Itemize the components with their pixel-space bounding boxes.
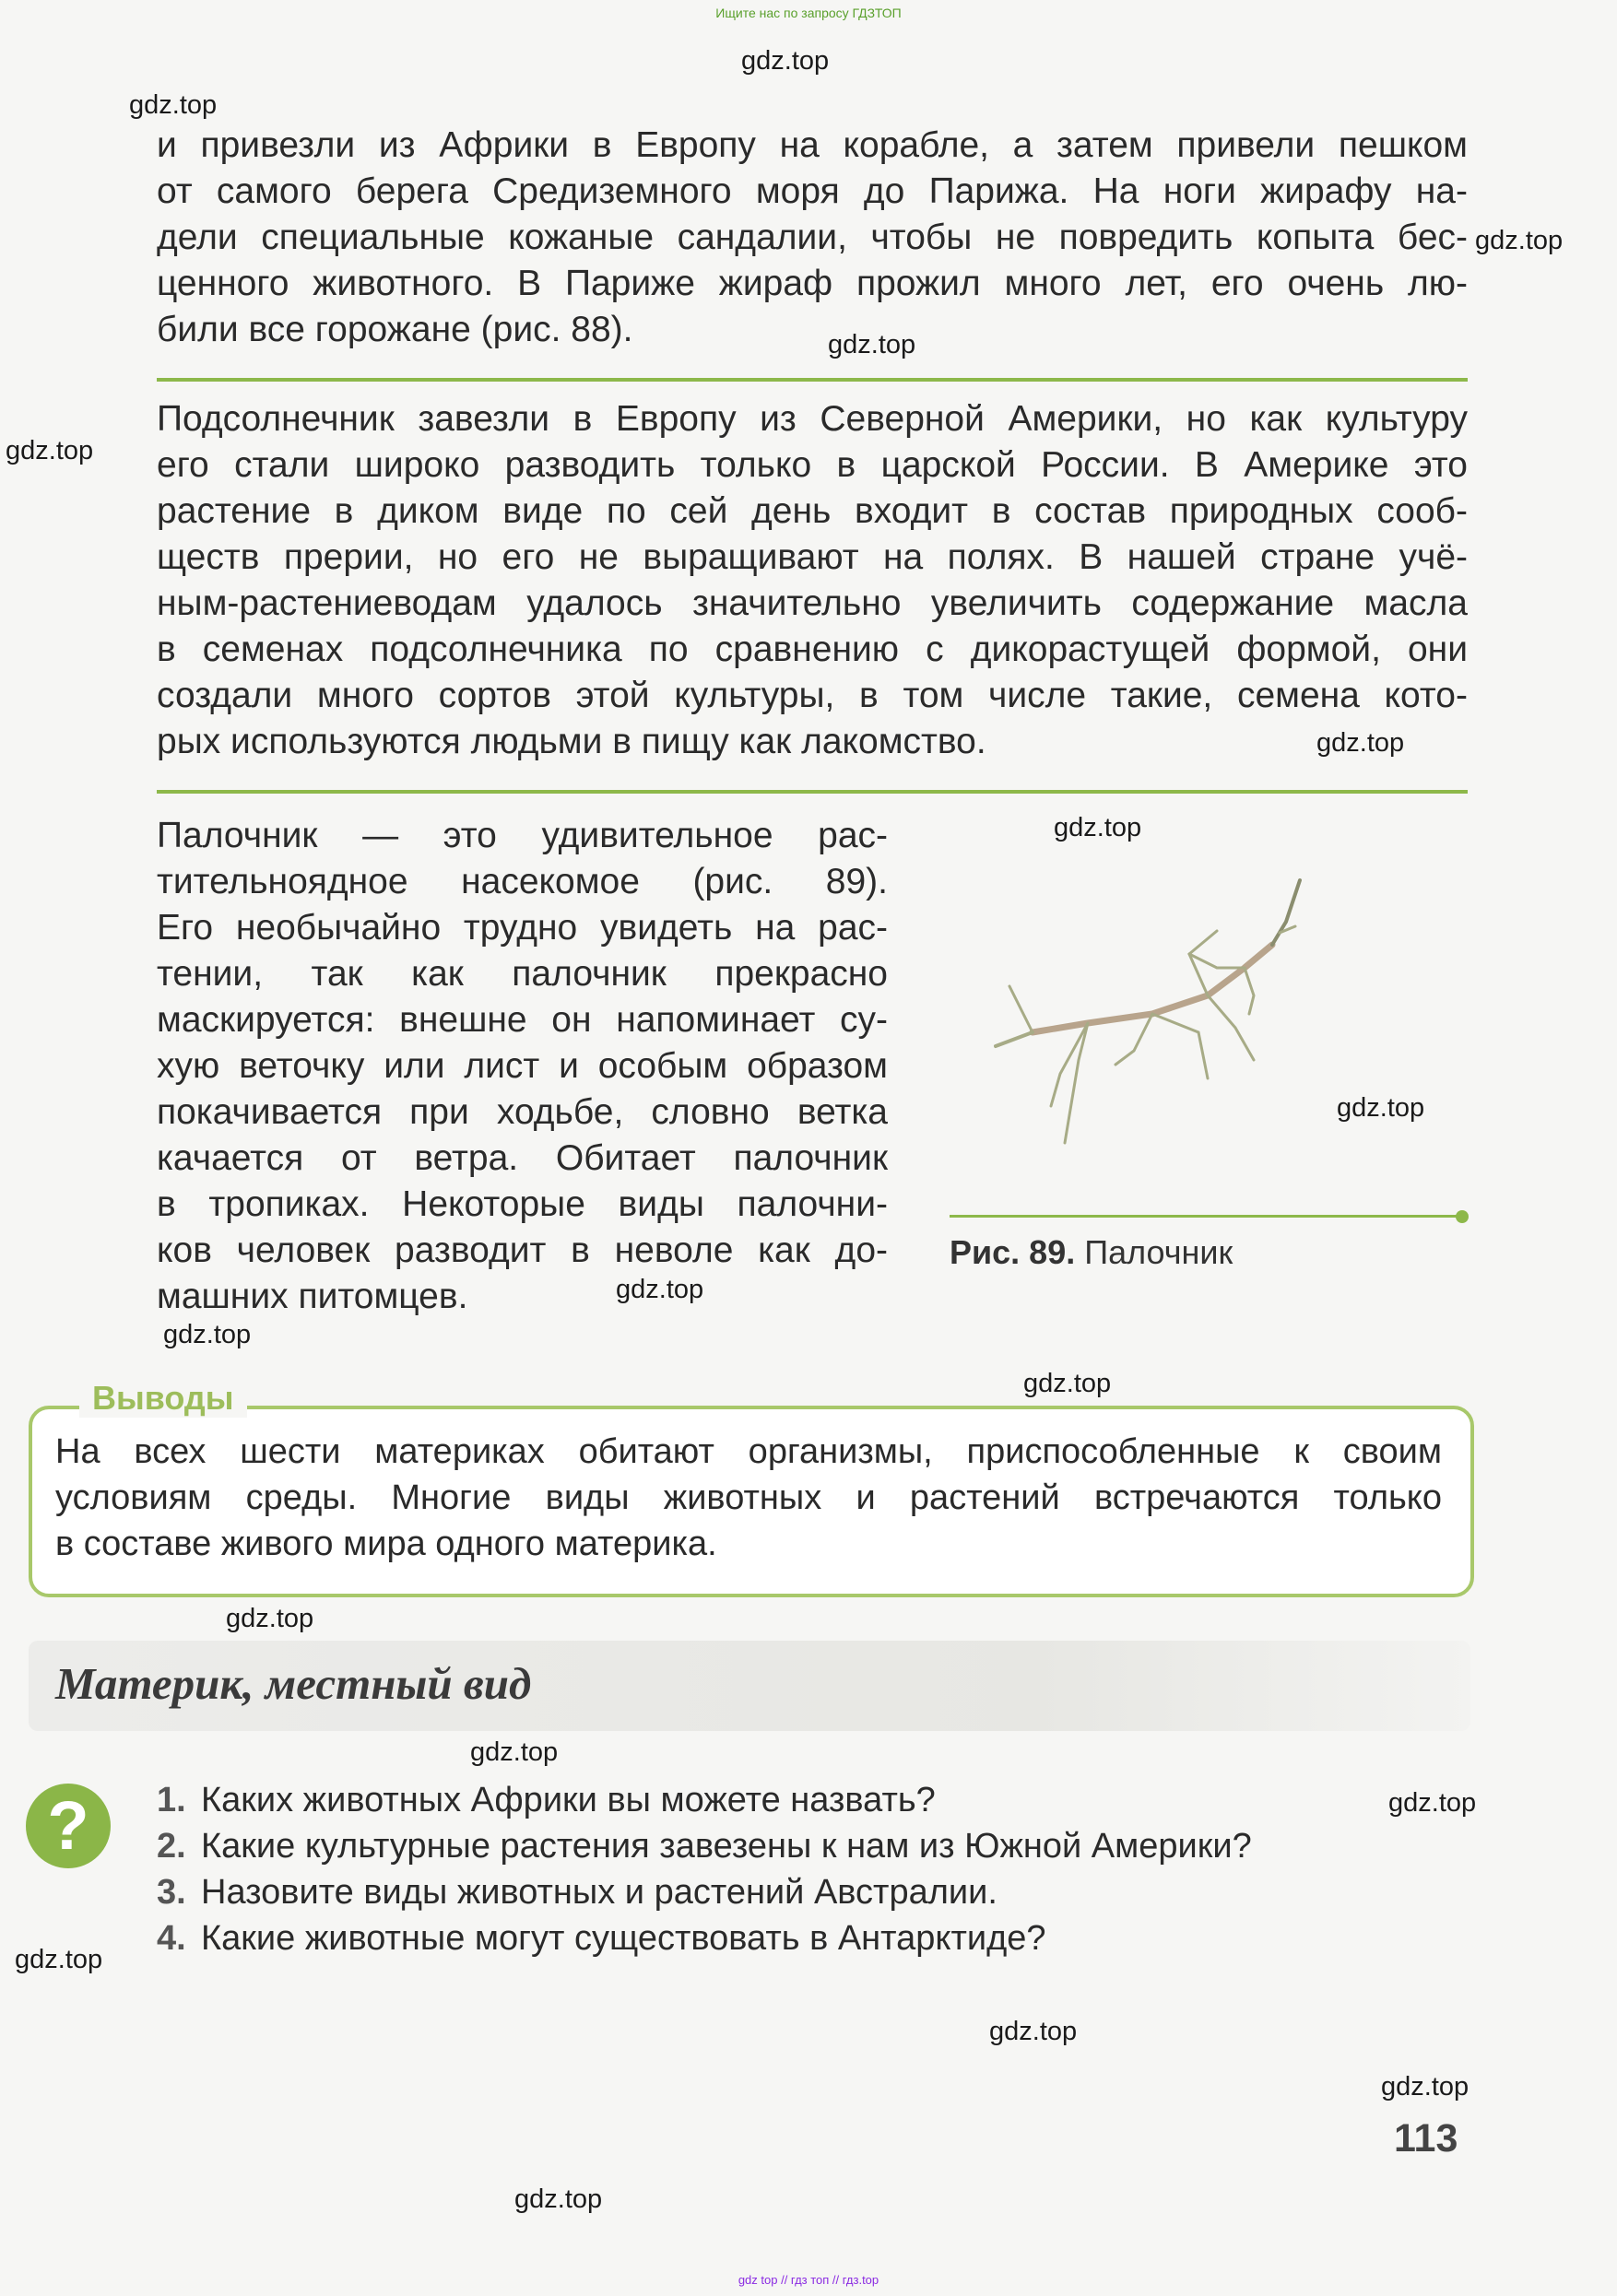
text-line: и привезли из Африки в Европу на корабле, а затем привели пешком — [157, 125, 1468, 165]
text-line: Палочник — это удивительное рас- — [157, 816, 888, 855]
watermark: gdz.top — [6, 436, 94, 465]
text-line: в тропиках. Некоторые виды палочни- — [157, 1184, 888, 1224]
text-line: его стали широко разводить только в царской России. В Америке это — [157, 445, 1468, 485]
text-line: ществ прерии, но его не выращивают на полях. В нашей стране учё- — [157, 537, 1468, 577]
question-item — [157, 1823, 1252, 1869]
text-line: в составе живого мира одного материка. — [55, 1525, 717, 1563]
conclusions-text — [55, 1429, 1442, 1567]
text-line: маскируется: внешне он напоминает су- — [157, 1000, 888, 1040]
key-terms: Материк, местный вид — [55, 1658, 532, 1709]
question-number: 2. — [157, 1827, 186, 1866]
page-number: 113 — [1394, 2116, 1458, 2161]
text-line: ков человек разводит в неволе как до- — [157, 1230, 888, 1270]
paragraph-stick-insect — [157, 813, 888, 1320]
text-line: Подсолнечник завезли в Европу из Северной Америки, но как культуру — [157, 399, 1468, 439]
stick-insect-illustration — [977, 876, 1364, 1152]
question-text: Назовите виды животных и растений Австралии. — [201, 1873, 997, 1912]
text-line: ценного животного. В Париже жираф прожил много лет, его очень лю- — [157, 264, 1468, 303]
text-line: условиям среды. Многие виды животных и растений встречаются только — [55, 1478, 1442, 1517]
question-number: 4. — [157, 1919, 186, 1958]
text-line: в семенах подсолнечника по сравнению с дикорастущей формой, они — [157, 630, 1468, 669]
watermark: gdz.top — [828, 330, 916, 359]
watermark: gdz.top — [226, 1604, 314, 1633]
text-line: от самого берега Средиземного моря до Парижа. На ноги жирафу на- — [157, 171, 1468, 211]
question-number: 3. — [157, 1873, 186, 1912]
figure-label: Рис. 89. — [950, 1233, 1076, 1271]
text-line: машних питомцев. — [157, 1277, 468, 1316]
question-item — [157, 1777, 1252, 1823]
watermark: gdz.top — [163, 1320, 252, 1349]
question-item — [157, 1869, 1252, 1915]
text-line: растение в диком виде по сей день входит в состав природных сооб- — [157, 491, 1468, 531]
footer-links[interactable]: gdz top // гдз топ // гдз.top — [738, 2273, 879, 2287]
watermark: gdz.top — [741, 46, 830, 76]
watermark: gdz.top — [1381, 2072, 1469, 2102]
text-line: рых используются людьми в пищу как лакомство. — [157, 722, 986, 761]
watermark: gdz.top — [1023, 1369, 1112, 1398]
question-number: 1. — [157, 1781, 186, 1819]
top-banner[interactable]: Ищите нас по запросу ГДЗТОП — [715, 6, 902, 20]
paragraph-sunflower — [157, 396, 1468, 765]
section-divider — [157, 790, 1468, 794]
text-line: тительноядное насекомое (рис. 89). — [157, 862, 888, 901]
figure-caption — [950, 1233, 1233, 1272]
question-mark: ? — [47, 1787, 89, 1864]
text-line: Его необычайно трудно увидеть на рас- — [157, 908, 888, 948]
questions-list — [157, 1777, 1252, 1961]
question-text: Каких животных Африки вы можете назвать? — [201, 1781, 936, 1819]
text-line: дели специальные кожаные сандалии, чтобы не повредить копыта бес- — [157, 218, 1468, 257]
watermark: gdz.top — [989, 2017, 1078, 2046]
text-line: создали много сортов этой культуры, в том числе такие, семена кото- — [157, 676, 1468, 715]
figure-divider — [950, 1215, 1461, 1218]
text-line: покачивается при ходьбе, словно ветка — [157, 1092, 888, 1132]
watermark: gdz.top — [15, 1945, 103, 1974]
section-divider — [157, 378, 1468, 382]
text-line: били все горожане (рис. 88). — [157, 310, 633, 349]
watermark: gdz.top — [514, 2184, 603, 2214]
question-text: Какие культурные растения завезены к нам из Южной Америки? — [201, 1827, 1252, 1866]
watermark: gdz.top — [1337, 1093, 1425, 1123]
conclusions-title: Выводы — [79, 1379, 247, 1418]
watermark: gdz.top — [1475, 226, 1564, 255]
figure-title: Палочник — [1084, 1233, 1233, 1271]
watermark: gdz.top — [470, 1737, 559, 1767]
watermark: gdz.top — [1054, 813, 1142, 842]
watermark: gdz.top — [129, 90, 218, 120]
question-item — [157, 1915, 1252, 1961]
paragraph-giraffe — [157, 123, 1468, 353]
text-line: ным-растениеводам удалось значительно увеличить содержание масла — [157, 583, 1468, 623]
question-icon — [26, 1784, 111, 1868]
question-text: Какие животные могут существовать в Антарктиде? — [201, 1919, 1046, 1958]
text-line: качается от ветра. Обитает палочник — [157, 1138, 888, 1178]
text-line: тении, так как палочник прекрасно — [157, 954, 888, 994]
watermark: gdz.top — [1388, 1788, 1477, 1818]
watermark: gdz.top — [1316, 728, 1405, 758]
text-line: хую веточку или лист и особым образом — [157, 1046, 888, 1086]
text-line: На всех шести материках обитают организмы, приспособленные к своим — [55, 1432, 1442, 1471]
watermark: gdz.top — [616, 1275, 704, 1304]
